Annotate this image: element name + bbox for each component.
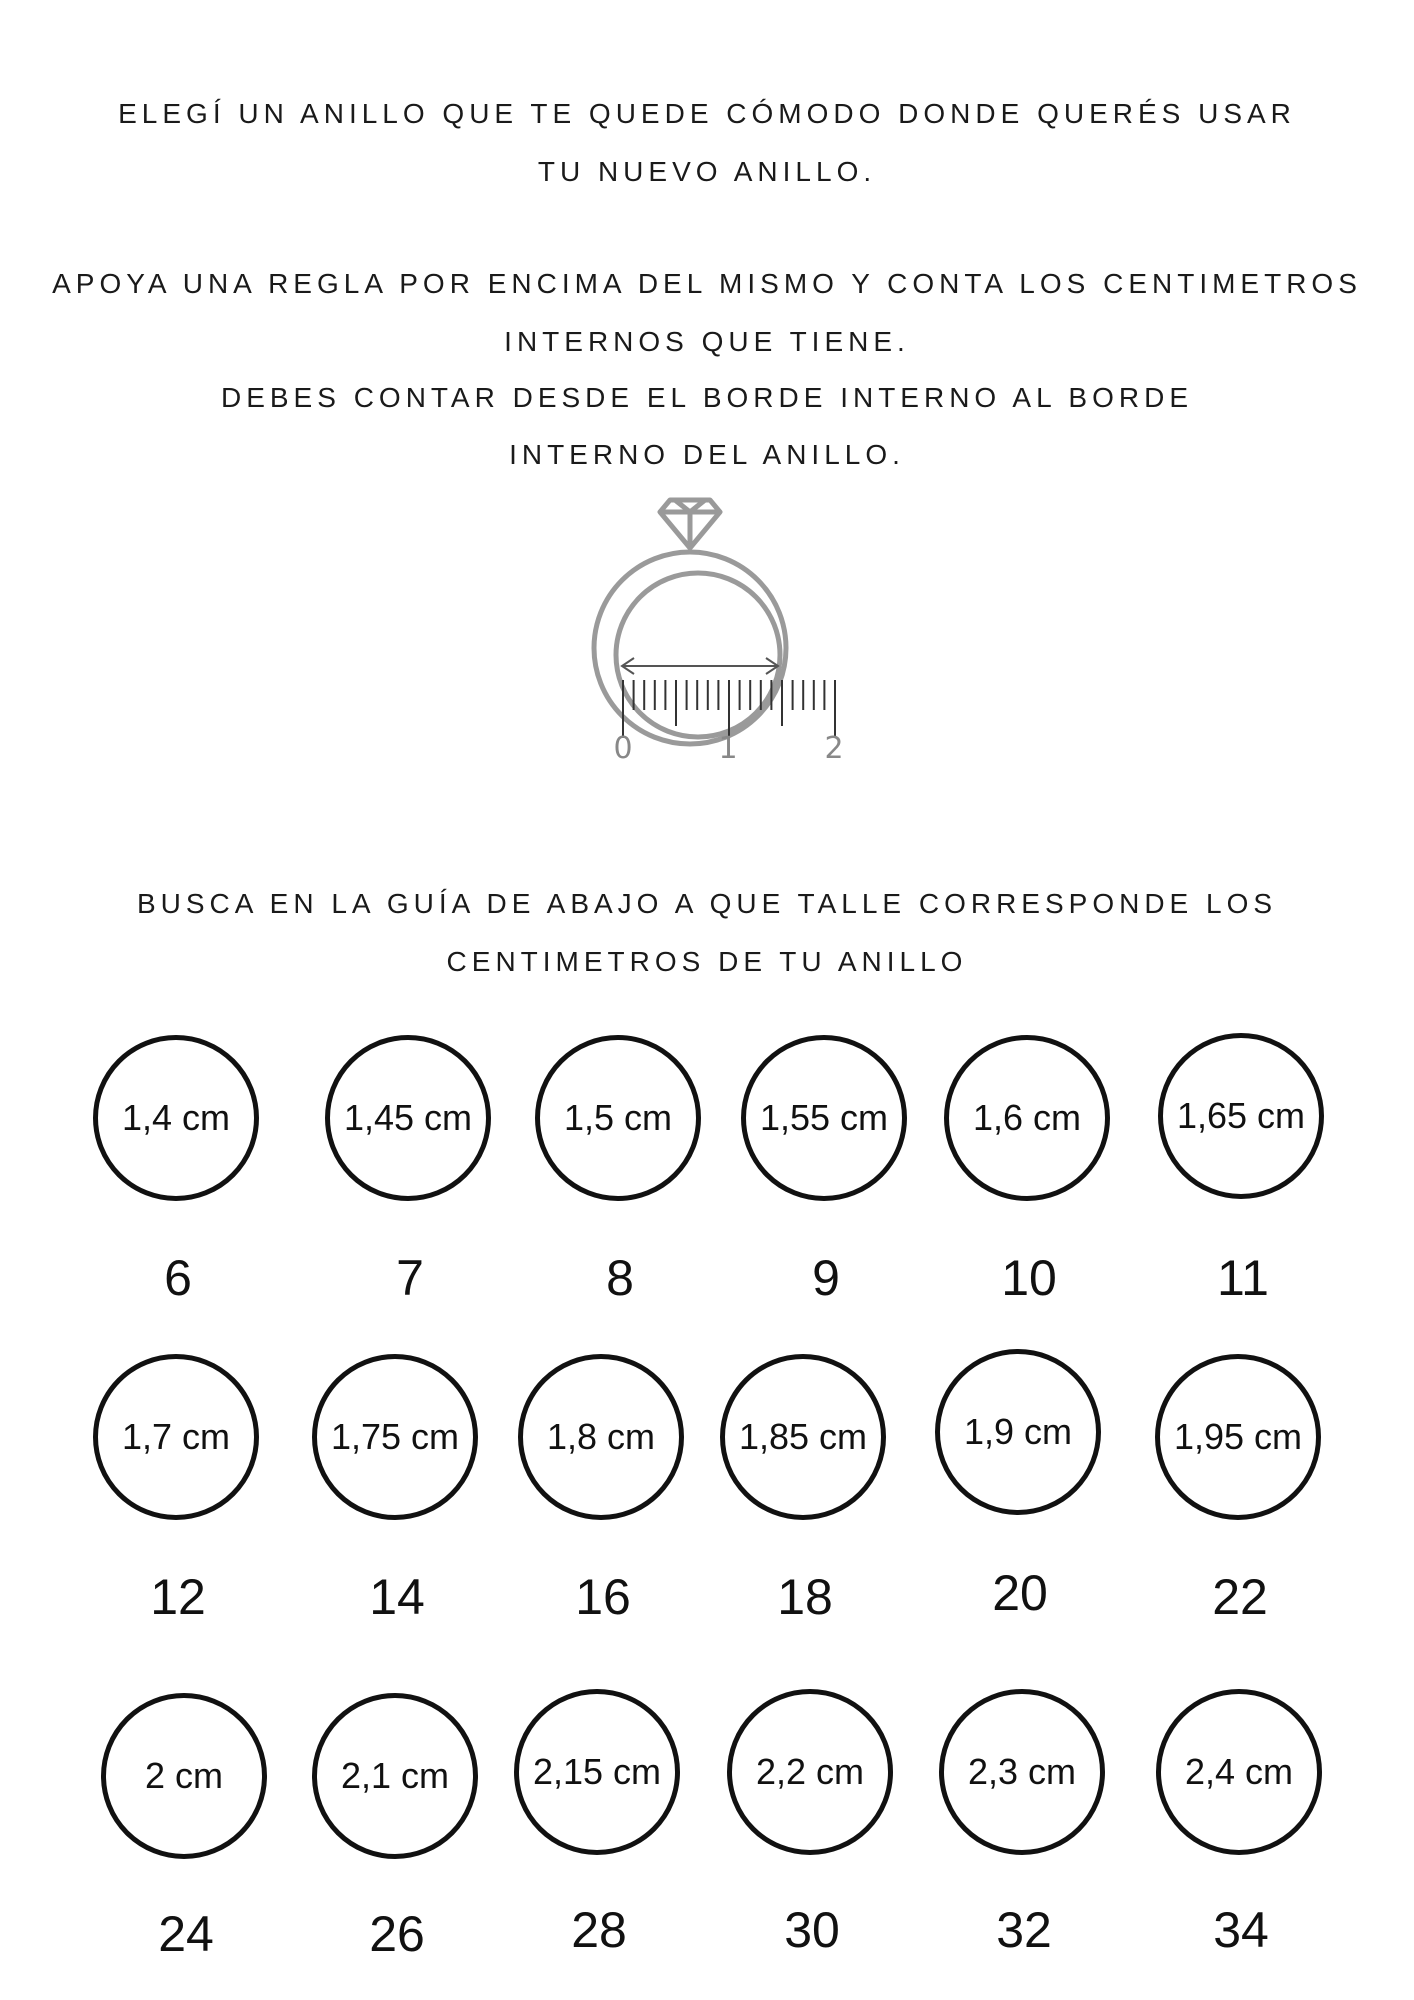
ring-size-number: 24 xyxy=(158,1906,214,1962)
instruction-step3-line1: DEBES CONTAR DESDE EL BORDE INTERNO AL BORDE xyxy=(220,382,1193,413)
ring-size-circle xyxy=(518,1354,684,1520)
instruction-step2-line1: APOYA UNA REGLA POR ENCIMA DEL MISMO Y CONTA LOS CENTIMETROS xyxy=(52,268,1362,299)
ring-inner-circle xyxy=(616,573,780,737)
ring-size-number: 22 xyxy=(1212,1569,1268,1625)
size-guide-item xyxy=(86,1693,286,1973)
ring-size-number: 28 xyxy=(571,1902,627,1958)
ring-size-circle xyxy=(741,1035,907,1201)
inner-diameter-label: 2,2 cm xyxy=(755,1751,865,1792)
inner-diameter-label: 2,1 cm xyxy=(340,1755,450,1796)
ring-size-number: 20 xyxy=(992,1565,1048,1621)
inner-diameter-label: 1,8 cm xyxy=(546,1416,656,1457)
inner-diameter-label: 1,7 cm xyxy=(121,1416,231,1457)
ring-size-circle xyxy=(935,1349,1101,1515)
inner-diameter-label: 1,85 cm xyxy=(738,1416,868,1457)
inner-diameter-label: 2 cm xyxy=(144,1755,223,1796)
instruction-step2-line2: INTERNOS QUE TIENE. xyxy=(504,326,910,357)
ring-size-circle xyxy=(939,1689,1105,1855)
inner-diameter-label: 1,9 cm xyxy=(963,1411,1073,1452)
ring-size-circle xyxy=(312,1354,478,1520)
inner-diameter-label: 1,45 cm xyxy=(343,1097,473,1138)
size-guide-item xyxy=(310,1035,510,1315)
ring-size-number: 30 xyxy=(784,1902,840,1958)
ruler-label-2: 2 xyxy=(824,731,844,766)
size-guide-item xyxy=(78,1354,278,1634)
ring-size-number: 8 xyxy=(606,1250,634,1306)
ring-size-number: 16 xyxy=(575,1569,631,1625)
instruction-step1-line2: TU NUEVO ANILLO. xyxy=(537,156,877,187)
size-guide-item xyxy=(712,1693,912,1973)
inner-diameter-label: 1,4 cm xyxy=(121,1097,231,1138)
size-guide-item xyxy=(1143,1035,1343,1315)
ring-ruler-illustration xyxy=(520,490,900,800)
size-guide-row-3 xyxy=(0,1693,1414,1973)
ring-size-circle xyxy=(720,1354,886,1520)
inner-diameter-label: 2,4 cm xyxy=(1184,1751,1294,1792)
inner-diameter-label: 1,65 cm xyxy=(1176,1095,1306,1136)
inner-diameter-label: 2,3 cm xyxy=(967,1751,1077,1792)
size-guide-item xyxy=(1141,1693,1341,1973)
size-guide-item xyxy=(929,1035,1129,1315)
ring-size-circle xyxy=(101,1693,267,1859)
instruction-step4-line2: CENTIMETROS DE TU ANILLO xyxy=(446,946,968,977)
ring-size-number: 9 xyxy=(812,1250,840,1306)
size-guide-item xyxy=(499,1693,699,1973)
ring-size-circle xyxy=(1155,1354,1321,1520)
ring-size-number: 11 xyxy=(1217,1250,1269,1306)
inner-diameter-label: 1,6 cm xyxy=(972,1097,1082,1138)
size-guide-item xyxy=(726,1035,926,1315)
ring-size-number: 7 xyxy=(396,1250,424,1306)
instruction-step1-line1: ELEGÍ UN ANILLO QUE TE QUEDE CÓMODO DONDE QUERÉS USAR xyxy=(118,98,1296,129)
ring-size-circle xyxy=(1158,1033,1324,1199)
ring-size-number: 34 xyxy=(1213,1902,1269,1958)
size-guide-row-1 xyxy=(0,1035,1414,1315)
instruction-step3-line2: INTERNO DEL ANILLO. xyxy=(509,439,905,470)
instruction-step4-line1: BUSCA EN LA GUÍA DE ABAJO A QUE TALLE CORRESPONDE LOS xyxy=(136,888,1278,919)
inner-diameter-label: 2,15 cm xyxy=(532,1751,662,1792)
ruler-label-1: 1 xyxy=(718,731,738,766)
ring-size-number: 18 xyxy=(777,1569,833,1625)
ring-size-circle xyxy=(535,1035,701,1201)
inner-diameter-label: 1,95 cm xyxy=(1173,1416,1303,1457)
inner-diameter-label: 1,5 cm xyxy=(563,1097,673,1138)
ring-size-number: 6 xyxy=(164,1250,192,1306)
ring-size-circle xyxy=(1156,1689,1322,1855)
ring-size-circle xyxy=(93,1035,259,1201)
size-guide-item xyxy=(297,1693,497,1973)
ruler-label-0: 0 xyxy=(613,731,633,766)
ring-size-circle xyxy=(727,1689,893,1855)
ring-size-number: 14 xyxy=(369,1569,425,1625)
ring-size-number: 10 xyxy=(1001,1250,1057,1306)
inner-diameter-label: 1,75 cm xyxy=(330,1416,460,1457)
size-guide-item xyxy=(705,1354,905,1634)
size-guide-item xyxy=(924,1693,1124,1973)
size-guide-item xyxy=(1140,1354,1340,1634)
ring-with-ruler-icon xyxy=(520,490,900,800)
ring-size-circle xyxy=(514,1689,680,1855)
ring-size-number: 12 xyxy=(150,1569,206,1625)
size-guide-item xyxy=(520,1035,720,1315)
size-guide-item xyxy=(78,1035,278,1315)
size-guide-item xyxy=(503,1354,703,1634)
ring-size-number: 26 xyxy=(369,1906,425,1962)
size-guide-item xyxy=(297,1354,497,1634)
inner-diameter-label: 1,55 cm xyxy=(759,1097,889,1138)
ring-size-circle xyxy=(944,1035,1110,1201)
ring-size-circle xyxy=(93,1354,259,1520)
ring-size-circle xyxy=(325,1035,491,1201)
size-guide-item xyxy=(920,1354,1120,1634)
size-guide-row-2 xyxy=(0,1354,1414,1634)
ring-size-circle xyxy=(312,1693,478,1859)
ring-size-number: 32 xyxy=(996,1902,1052,1958)
